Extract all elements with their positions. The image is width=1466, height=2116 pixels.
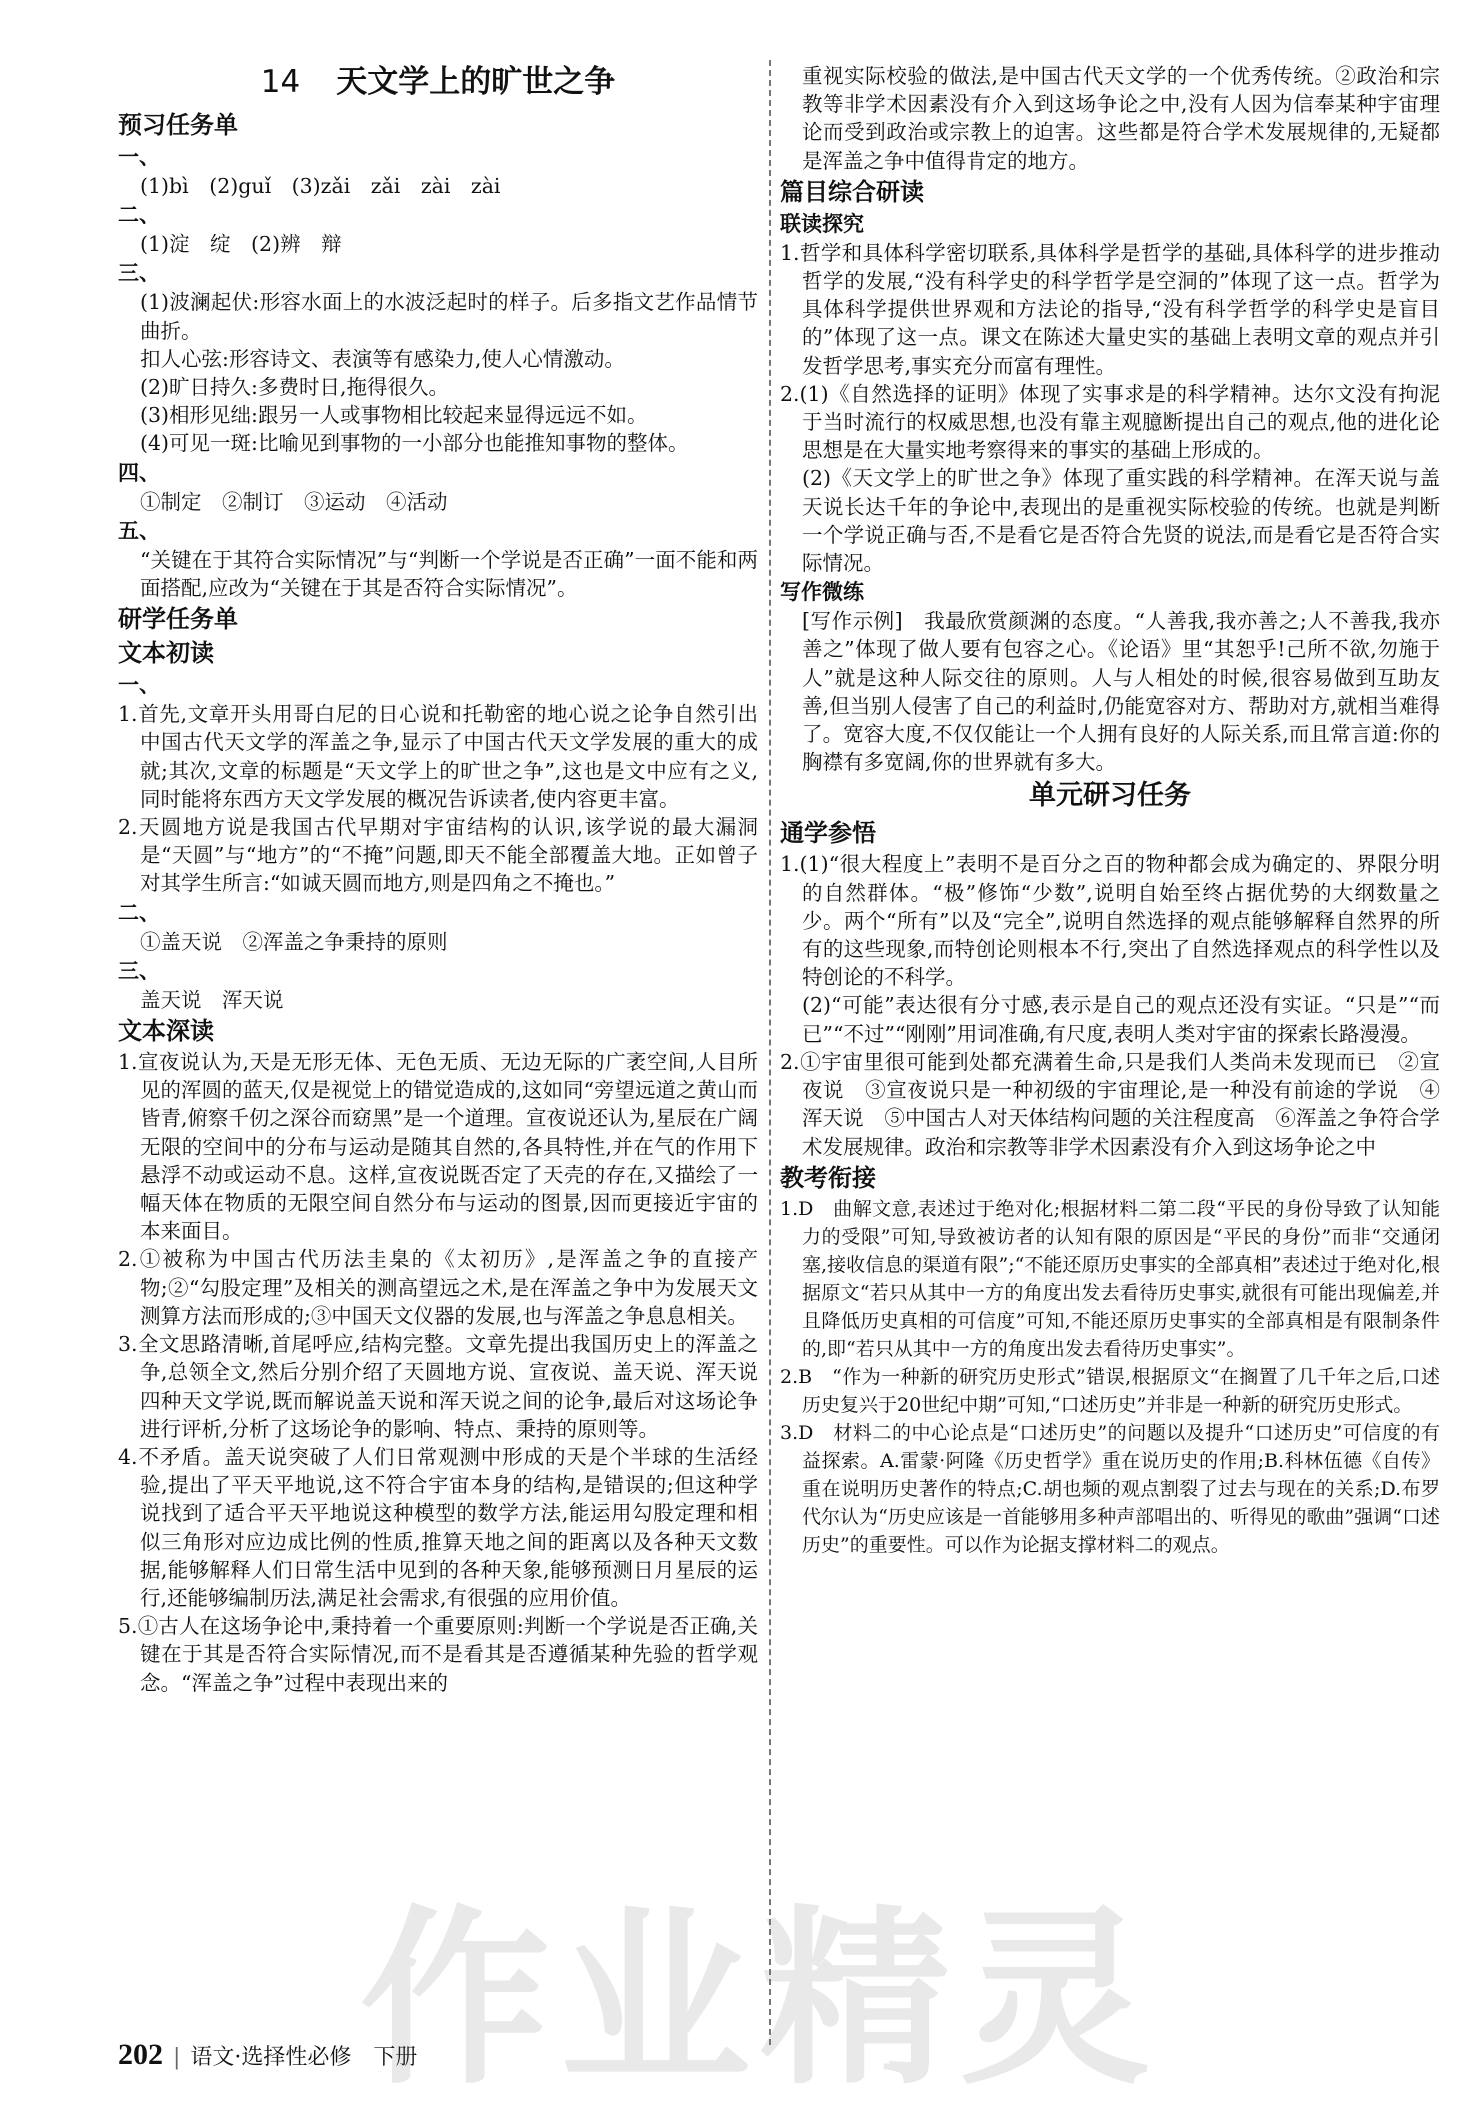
numbered-answer: 2.①被称为中国古代历法圭臬的《太初历》,是浑盖之争的直接产物;②“勾股定理”及相关的测高望远之术,是在浑盖之争中为发展天文测算方法而形成的;③中国天文仪器的发展,也与浑盖之争息息相关。: [118, 1247, 758, 1328]
answer-paragraph: (1)波澜起伏:形容水面上的水波泛起时的样子。后多指文艺作品情节曲折。: [140, 290, 758, 343]
answer-paragraph: 重视实际校验的做法,是中国古代天文学的一个优秀传统。②政治和宗教等非学术因素没有介入到这场争论之中,没有人因为信奉某种宇宙理论而受到政治或宗教上的迫害。这些都是符合学术发展规律的,无疑都是浑盖之争中值得肯定的地方。: [802, 64, 1440, 173]
numbered-answer: 2.①宇宙里很可能到处都充满着生命,只是我们人类尚未发现而已 ②宣夜说 ③宣夜说只是一种初级的宇宙理论,是一种没有前途的学说 ④浑天说 ⑤中国古人对天体结构问题的关注程度高 ⑥浑盖之争符合学术发展规律。政治和宗教等非学术因素没有介入到这场争论之中: [780, 1049, 1440, 1159]
writing-sample: [写作示例] 我最欣赏颜渊的态度。“人善我,我亦善之;人不善我,我亦善之”体现了做人要有包容之心。《论语》里“其恕乎!己所不欲,勿施于人”就是这种人际交往的原则。人与人相处的时候,很容易做到互助友善,但当别人侵害了自己的利益时,仍能宽容对方、帮助对方,就相当难得了。宽容大度,不仅仅能让一个人拥有良好的人际关系,而且常言道:你的胸襟有多宽阔,你的世界就有多大。: [802, 609, 1440, 775]
numbered-answer: 3.全文思路清晰,首尾呼应,结构完整。文章先提出我国历史上的浑盖之争,总领全文,然后分别介绍了天圆地方说、宣夜说、盖天说、浑天说四种天文学说,既而解说盖天说和浑天说之间的论争,最后对这场论争进行评析,分析了这场论争的影响、特点、秉持的原则等。: [118, 1332, 758, 1441]
answer-paragraph: (2)旷日持久:多费时日,拖得很久。: [140, 375, 449, 400]
section-heading: 教考衔接: [780, 1163, 876, 1192]
numbered-answer: 2.天圆地方说是我国古代早期对宇宙结构的认识,该学说的最大漏洞是“天圆”与“地方”的“不掩”问题,即天不能全部覆盖大地。正如曾子对其学生所言:“如诚天圆而地方,则是四角之不掩也。”: [118, 815, 758, 896]
numbered-answer: 1.(1)“很大程度上”表明不是百分之百的物种都会成为确定的、界限分明的自然群体。“极”修饰“少数”,说明自始至终占据优势的大纲数量之少。两个“所有”以及“完全”,说明自然选择的观点能够解释自然界的所有的这些现象,而特创论则根本不行,突出了自然选择观点的科学性以及特创论的不科学。: [780, 852, 1440, 990]
answer-paragraph: 盖天说 浑天说: [140, 987, 284, 1012]
section-heading: 文本初读: [118, 639, 214, 668]
footer-separator: |: [173, 2045, 181, 2070]
exam-answer: 3.D 材料二的中心论点是“口述历史”的问题以及提升“口述历史”可信度的有益探索。A.雷蒙·阿隆《历史哲学》重在说历史的作用;B.科林伍德《自传》重在说明历史著作的特点;C.胡也频的观点割裂了过去与现在的关系;D.布罗代尔认为“历史应该是一首能够用多种声部唱出的、听得见的歌曲”强调“口述历史”的重要性。可以作为论据支撑材料二的观点。: [780, 1421, 1440, 1556]
answer-paragraph: ①制定 ②制订 ③运动 ④活动: [140, 489, 448, 514]
subsection-heading: 联读探究: [780, 211, 864, 236]
lesson-number: 14: [260, 64, 301, 100]
numbered-answer: 2.(1)《自然选择的证明》体现了实事求是的科学精神。达尔文没有拘泥于当时流行的权威思想,也没有靠主观臆断提出自己的观点,他的进化论思想是在大量实地考察得来的事实的基础上形成的。: [780, 381, 1440, 463]
subsection-heading: 三、: [118, 958, 160, 983]
section-heading: 预习任务单: [118, 111, 238, 139]
page-number: 202: [118, 2038, 163, 2071]
section-heading: 文本深读: [118, 1017, 214, 1046]
unit-heading: 单元研习任务: [1029, 780, 1191, 812]
lesson-title: [118, 62, 758, 102]
left-column: [118, 62, 758, 1697]
numbered-answer: 1.首先,文章开头用哥白尼的日心说和托勒密的地心说之论争自然引出中国古代天文学的浑盖之争,显示了中国古代天文学发展的重大的成就;其次,文章的标题是“天文学上的旷世之争”,这也是文中应有之义,同时能将东西方天文学发展的概况告诉读者,使内容更丰富。: [118, 702, 758, 811]
section-heading: 通学参悟: [780, 819, 876, 848]
subsection-heading: 四、: [118, 460, 160, 485]
answer-paragraph: (4)可见一斑:比喻见到事物的一小部分也能推知事物的整体。: [140, 431, 689, 456]
numbered-answer: 5.①古人在这场争论中,秉持着一个重要原则:判断一个学说是否正确,关键在于其是否符合实际情况,而不是看其是否遵循某种先验的哲学观念。“浑盖之争”过程中表现出来的: [118, 1614, 758, 1695]
right-body: [780, 62, 1440, 1559]
answer-paragraph: (1)bì (2)guǐ (3)zǎi zǎi zài zài: [140, 174, 501, 198]
subsection-heading: 一、: [118, 673, 160, 698]
subsection-heading: 五、: [118, 518, 160, 543]
subsection-heading: 三、: [118, 261, 160, 286]
exam-answer: 1.D 曲解文意,表述过于绝对化;根据材料二第二段“平民的身份导致了认知能力的受限”可知,导致被访者的认知有限的原因是“平民的身份”而非“交通闭塞,接收信息的渠道有限”;“不能还原历史事实的全部真相”表述过于绝对化,根据原文“若只从其中一方的角度出发去看待历史事实,就很有可能出现偏差,并且降低历史真相的可信度”可知,不能还原历史事实的全部真相是有限制条件的,即“若只从其中一方的角度出发去看待历史事实”。: [780, 1197, 1440, 1360]
watermark: 作业精灵: [360, 1889, 1161, 2110]
book-title: 语文·选择性必修 下册: [190, 2045, 418, 2070]
subsection-heading: 一、: [118, 145, 160, 169]
answer-paragraph: 扣人心弦:形容诗文、表演等有感染力,使人心情激动。: [140, 346, 625, 371]
column-divider: [769, 60, 771, 2045]
section-heading: 研学任务单: [118, 605, 238, 634]
answer-paragraph: (3)相形见绌:跟另一人或事物相比较起来显得远远不如。: [140, 403, 648, 428]
subsection-heading: 二、: [118, 203, 160, 228]
left-body: [118, 108, 758, 1697]
subsection-heading: 二、: [118, 900, 160, 925]
answer-paragraph: ①盖天说 ②浑盖之争秉持的原则: [140, 929, 448, 954]
numbered-answer: 1.宣夜说认为,天是无形无体、无色无质、无边无际的广袤空间,人目所见的浑圆的蓝天,仅是视觉上的错觉造成的,这如同“旁望远道之黄山而皆青,俯察千仞之深谷而窈黑”是一个道理。宣夜说还认为,星辰在广阔无限的空间中的分布与运动是随其自然的,各具特性,并在气的作用下悬浮不动或运动不息。这样,宣夜说既否定了天壳的存在,又描绘了一幅天体在物质的无限空间自然分布与运动的图景,因而更接近宇宙的本来面目。: [118, 1050, 759, 1244]
exam-answer: 2.B “作为一种新的研究历史形式”错误,根据原文“在搁置了几千年之后,口述历史复兴于20世纪中期”可知,“口述历史”并非是一种新的研究历史形式。: [780, 1365, 1440, 1416]
answer-paragraph: (2)“可能”表达很有分寸感,表示是自己的观点还没有实证。“只是”“而已”“不过”“刚刚”用词准确,有尺度,表明人类对宇宙的探索长路漫漫。: [802, 993, 1440, 1046]
subsection-heading: 写作微练: [780, 580, 864, 605]
lesson-title-text: 天文学上的旷世之争: [336, 64, 616, 100]
answer-paragraph: “关键在于其符合实际情况”与“判断一个学说是否正确”一面不能和两面搭配,应改为“关键在于其是否符合实际情况”。: [140, 547, 758, 601]
right-column: [780, 62, 1440, 1559]
numbered-answer: 1.哲学和具体科学密切联系,具体科学是哲学的基础,具体科学的进步推动哲学的发展,“没有科学史的科学哲学是空洞的”体现了这一点。哲学为具体科学提供世界观和方法论的指导,“没有科学哲学的科学史是盲目的”体现了这一点。课文在陈述大量史实的基础上表明文章的观点并引发哲学思考,事实充分而富有理性。: [780, 240, 1440, 378]
answer-paragraph: (1)淀 绽 (2)辨 辩: [140, 232, 342, 257]
numbered-answer: 4.不矛盾。盖天说突破了人们日常观测中形成的天是个半球的生活经验,提出了平天平地说,这不符合宇宙本身的结构,是错误的;但这种学说找到了适合平天平地说这种模型的数学方法,能运用勾股定理和相似三角形对应边成比例的性质,推算天地之间的距离以及各种天文数据,能够解释人们日常生活中见到的各种天象,能够预测日月星辰的运行,还能够编制历法,满足社会需求,有很强的应用价值。: [118, 1444, 758, 1610]
section-heading: 篇目综合研读: [780, 177, 924, 206]
answer-paragraph: (2)《天文学上的旷世之争》体现了重实践的科学精神。在浑天说与盖天说长达千年的争论中,表现出的是重视实际校验的传统。也就是判断一个学说正确与否,不是看它是否符合先贤的说法,而是看它是否符合实际情况。: [802, 466, 1440, 576]
